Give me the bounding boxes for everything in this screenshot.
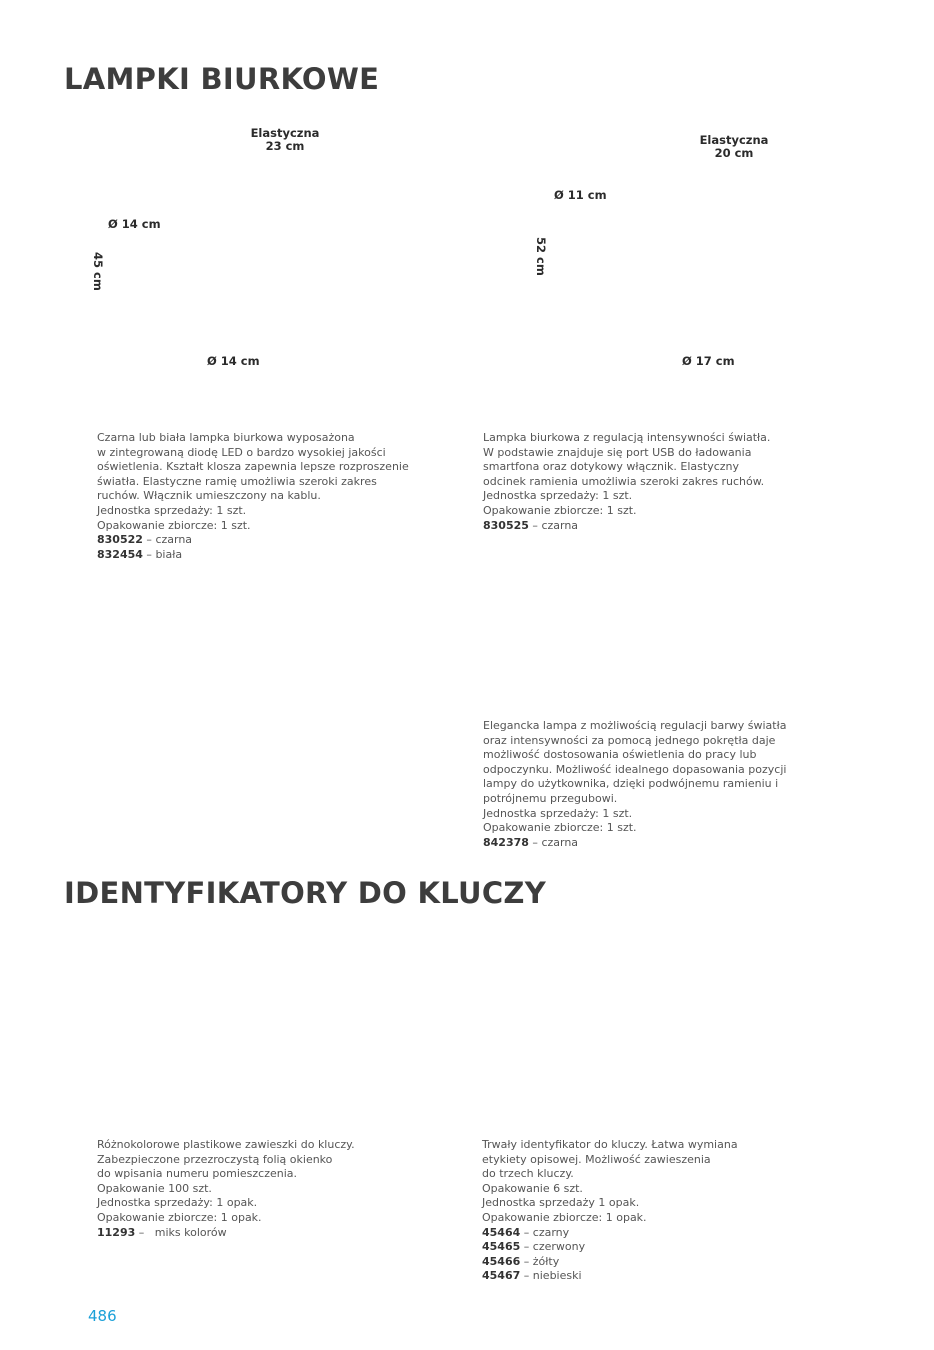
description-line: Jednostka sprzedaży: 1 szt. [97, 503, 247, 517]
product-code: 45465 [482, 1240, 521, 1254]
description-line: Różnokolorowe plastikowe zawieszki do kluczy. [97, 1138, 355, 1151]
lamp1-description [97, 431, 409, 562]
lamp2-arm-label: Elastyczna [699, 133, 769, 147]
section-title-lamps: LAMPKI BIURKOWE [64, 62, 380, 96]
product-code-line [483, 836, 786, 851]
product-code: 45467 [482, 1269, 521, 1283]
description-line: smartfona oraz dotykowy włącznik. Elastyczny [483, 460, 740, 474]
key-tag2-description [482, 1138, 738, 1284]
description-line: Czarna lub biała lampka biurkowa wyposażona [97, 431, 355, 444]
description-line: do trzech kluczy. [482, 1167, 574, 1181]
product-code: 832454 [97, 547, 143, 561]
description-line: potrójnemu przegubowi. [483, 791, 618, 805]
product-code: 830522 [97, 533, 143, 547]
product-variant: niebieski [532, 1269, 582, 1283]
description-line: Opakowanie zbiorcze: 1 szt. [97, 518, 251, 532]
product-code-line [483, 519, 770, 534]
product-code-line [97, 533, 409, 548]
description-line: możliwość dostosowania oświetlenia do pracy lub [483, 748, 757, 762]
lamp2-description [483, 431, 770, 533]
product-variant: czarna [541, 518, 579, 532]
product-code-line [482, 1255, 738, 1270]
product-code-line [482, 1226, 738, 1241]
code-separator: – [142, 533, 156, 547]
code-separator: – [142, 547, 156, 561]
lamp2-shade-diameter: Ø 11 cm [554, 188, 607, 202]
product-variant: czarny [532, 1225, 570, 1239]
description-line: Opakowanie 6 szt. [482, 1181, 583, 1195]
description-line: Opakowanie zbiorcze: 1 szt. [483, 821, 637, 835]
code-separator: – [528, 518, 542, 532]
description-line: etykiety opisowej. Możliwość zawieszenia [482, 1152, 711, 1166]
product-code-line [97, 1226, 355, 1241]
product-code: 45466 [482, 1254, 521, 1268]
lamp1-arm-length: 23 cm [265, 139, 305, 153]
description-line: W podstawie znajduje się port USB do ładowania [483, 445, 752, 459]
code-separator: – [520, 1225, 533, 1239]
description-line: Zabezpieczone przezroczystą folią okienko [97, 1152, 333, 1166]
product-variant: czarna [541, 835, 579, 849]
page-number: 486 [88, 1307, 117, 1325]
description-line: lampy do użytkownika, dzięki podwójnemu ramieniu i [483, 777, 779, 791]
product-code: 45464 [482, 1225, 521, 1239]
lamp3-description [483, 719, 786, 850]
description-line: oraz intensywności za pomocą jednego pokrętła daje [483, 733, 776, 747]
description-line: do wpisania numeru pomieszczenia. [97, 1167, 298, 1181]
lamp1-arm-label: Elastyczna [250, 126, 320, 140]
lamp2-arm-dimension [693, 134, 775, 160]
description-line: Lampka biurkowa z regulacją intensywności światła. [483, 431, 771, 444]
lamp1-base-diameter: Ø 14 cm [207, 354, 260, 368]
code-separator: – [520, 1254, 533, 1268]
description-line: światła. Elastyczne ramię umożliwia szeroki zakres [97, 474, 377, 488]
description-line: Opakowanie zbiorcze: 1 szt. [483, 503, 637, 517]
product-variant: biała [155, 547, 183, 561]
product-code: 11293 [97, 1225, 136, 1239]
description-line: Elegancka lampa z możliwością regulacji barwy światła [483, 719, 787, 732]
code-separator: – [520, 1240, 533, 1254]
lamp1-arm-dimension [244, 127, 326, 153]
code-separator: – [528, 835, 542, 849]
description-line: Trwały identyfikator do kluczy. Łatwa wymiana [482, 1138, 738, 1151]
product-code-line [482, 1269, 738, 1284]
product-variant: miks kolorów [154, 1225, 227, 1239]
description-line: Opakowanie zbiorcze: 1 opak. [97, 1210, 262, 1224]
product-variant: czerwony [532, 1240, 586, 1254]
description-line: Jednostka sprzedaży 1 opak. [482, 1196, 640, 1210]
description-line: w zintegrowaną diodę LED o bardzo wysokiej jakości [97, 445, 386, 459]
code-separator: – [135, 1225, 155, 1239]
description-line: Jednostka sprzedaży: 1 szt. [483, 489, 633, 503]
description-line: odcinek ramienia umożliwia szeroki zakres ruchów. [483, 474, 765, 488]
code-separator: – [520, 1269, 533, 1283]
description-line: Jednostka sprzedaży: 1 opak. [97, 1196, 258, 1210]
lamp2-base-diameter: Ø 17 cm [682, 354, 735, 368]
lamp2-arm-length: 20 cm [714, 146, 754, 160]
product-variant: czarna [155, 533, 193, 547]
description-line: odpoczynku. Możliwość idealnego dopasowania pozycji [483, 762, 787, 776]
lamp2-height: 52 cm [534, 237, 548, 276]
description-line: Jednostka sprzedaży: 1 szt. [483, 806, 633, 820]
description-line: Opakowanie zbiorcze: 1 opak. [482, 1210, 647, 1224]
description-line: oświetlenia. Kształt klosza zapewnia lepsze rozproszenie [97, 460, 409, 474]
lamp1-height: 45 cm [91, 252, 105, 291]
key-tag1-description [97, 1138, 355, 1240]
description-line: Opakowanie 100 szt. [97, 1181, 212, 1195]
product-code-line [482, 1240, 738, 1255]
product-code-line [97, 548, 409, 563]
product-code: 830525 [483, 518, 529, 532]
product-variant: żółty [532, 1254, 560, 1268]
lamp1-shade-diameter: Ø 14 cm [108, 217, 161, 231]
section-title-key-tags: IDENTYFIKATORY DO KLUCZY [64, 876, 547, 910]
product-code: 842378 [483, 835, 529, 849]
description-line: ruchów. Włącznik umieszczony na kablu. [97, 489, 321, 503]
